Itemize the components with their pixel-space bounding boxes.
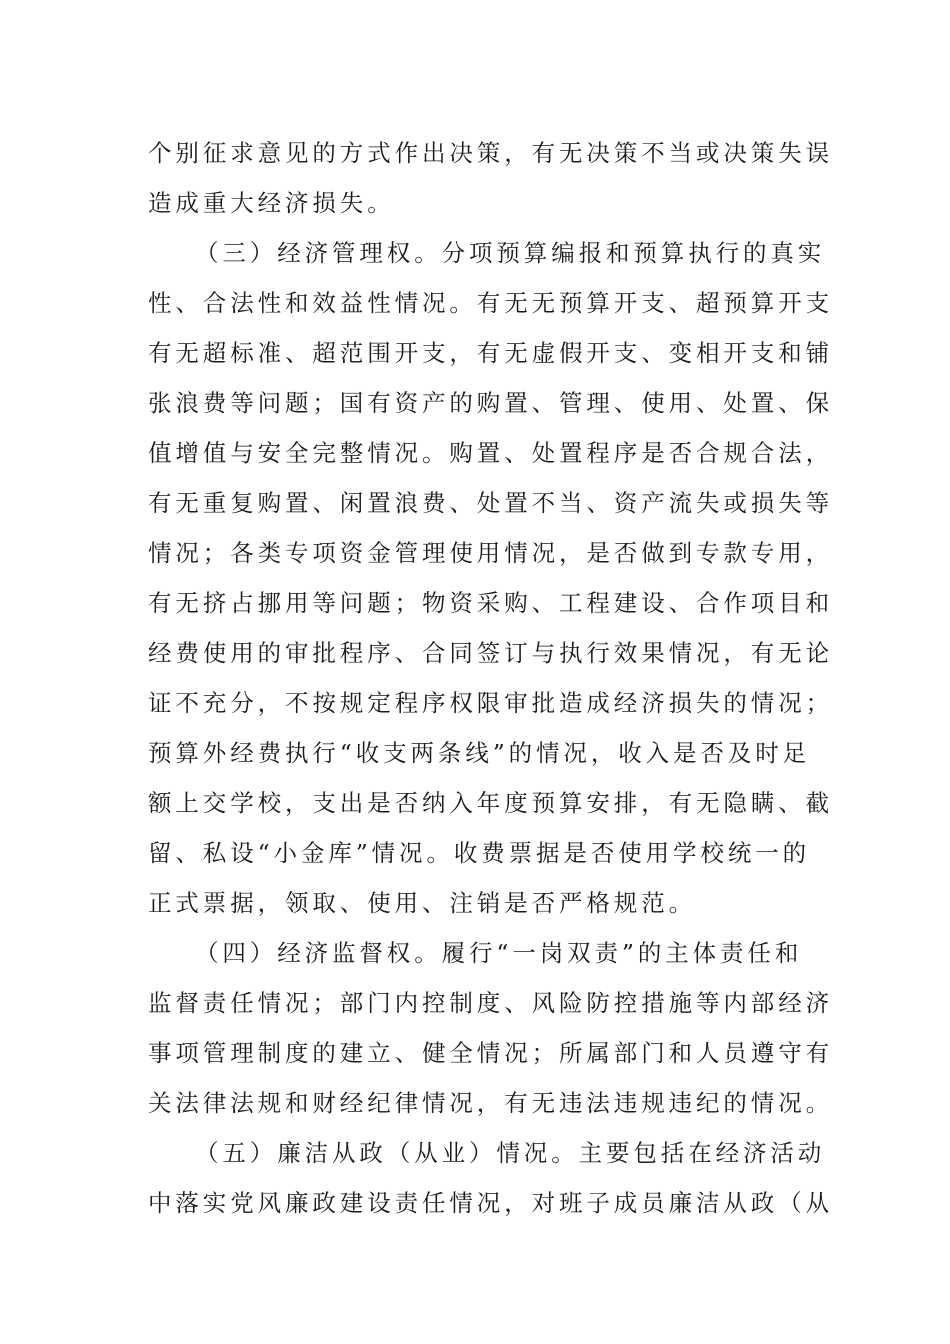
text-line: 情况；各类专项资金管理使用情况，是否做到专款专用，	[148, 539, 833, 567]
text-line: 证不充分，不按规定程序权限审批造成经济损失的情况；	[148, 689, 833, 717]
section-heading-line: （四）经济监督权。履行“一岗双责”的主体责任和	[195, 939, 803, 967]
text-line: 监督责任情况；部门内控制度、风险防控措施等内部经济	[148, 989, 833, 1017]
text-line: 额上交学校，支出是否纳入年度预算安排，有无隐瞒、截	[148, 789, 833, 817]
text-line: 中落实党风廉政建设责任情况，对班子成员廉洁从政（从	[148, 1189, 833, 1217]
text-line: 性、合法性和效益性情况。有无无预算开支、超预算开支	[148, 289, 833, 317]
text-line: 事项管理制度的建立、健全情况；所属部门和人员遵守有	[148, 1039, 833, 1067]
text-line: 值增值与安全完整情况。购置、处置程序是否合规合法，	[148, 439, 833, 467]
text-line: 有无挤占挪用等问题；物资采购、工程建设、合作项目和	[148, 589, 833, 617]
text-line: 关法律法规和财经纪律情况，有无违法违规违纪的情况。	[148, 1089, 833, 1117]
text-line: 张浪费等问题；国有资产的购置、管理、使用、处置、保	[148, 389, 833, 417]
text-line: 经费使用的审批程序、合同签订与执行效果情况，有无论	[148, 639, 833, 667]
text-line: 正式票据，领取、使用、注销是否严格规范。	[148, 889, 696, 917]
text-line: 造成重大经济损失。	[148, 189, 395, 217]
text-line: 个别征求意见的方式作出决策，有无决策不当或决策失误	[148, 139, 833, 167]
text-line: 留、私设“小金库”情况。收费票据是否使用学校统一的	[148, 839, 811, 867]
document-body	[148, 128, 833, 1228]
section-heading-line: （三）经济管理权。分项预算编报和预算执行的真实	[195, 239, 826, 267]
text-line: 有无超标准、超范围开支，有无虚假开支、变相开支和铺	[148, 339, 833, 367]
text-line: 预算外经费执行“收支两条线”的情况，收入是否及时足	[148, 739, 811, 767]
text-line: 有无重复购置、闲置浪费、处置不当、资产流失或损失等	[148, 489, 833, 517]
section-heading-line: （五）廉洁从政（从业）情况。主要包括在经济活动	[195, 1139, 826, 1167]
